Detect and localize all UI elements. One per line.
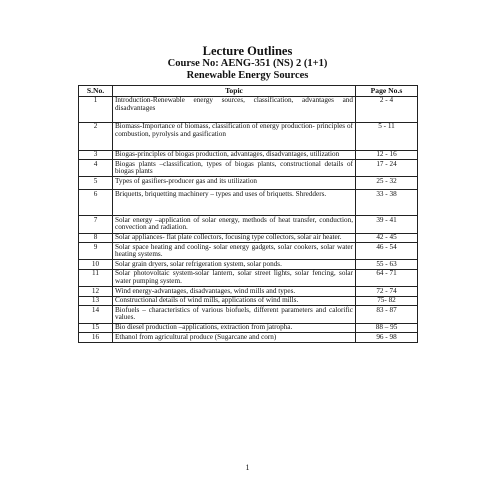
column-header-topic: Topic: [113, 86, 356, 97]
row-pages: 42 - 45: [356, 233, 418, 243]
row-sno: 15: [79, 323, 113, 333]
row-sno: 3: [79, 150, 113, 160]
page-number: 1: [245, 463, 250, 472]
row-topic: Solar photovoltaic system-solar lantern, solar street lights, solar fencing, solar water pumping system.: [113, 269, 356, 286]
row-topic: Biogas-principles of biogas production, advantages, disadvantages, utilization: [113, 150, 356, 160]
table-row: [79, 190, 418, 216]
row-sno: 16: [79, 333, 113, 343]
row-sno: 12: [79, 287, 113, 297]
row-sno: 4: [79, 160, 113, 177]
row-sno: 10: [79, 260, 113, 270]
row-pages: 96 - 98: [356, 333, 418, 343]
table-row: [79, 243, 418, 260]
column-header-pages: Page No.s: [356, 86, 418, 97]
row-topic: Solar energy –application of solar energy, methods of heat transfer, conduction, convection and radiation.: [113, 216, 356, 233]
row-sno: 8: [79, 233, 113, 243]
table-row: [79, 306, 418, 323]
row-sno: 13: [79, 296, 113, 306]
row-sno: 5: [79, 177, 113, 190]
table-header-row: [79, 86, 418, 97]
row-pages: 72 - 74: [356, 287, 418, 297]
course-subject: Renewable Energy Sources: [186, 70, 309, 81]
row-topic: Ethanol from agricultural produce (Sugarcane and corn): [113, 333, 356, 343]
document-header: [0, 44, 495, 82]
table-row: [79, 122, 418, 150]
row-topic: Solar space heating and cooling- solar energy gadgets, solar cookers, solar water heating systems.: [113, 243, 356, 260]
lecture-outline-table: [78, 85, 418, 343]
row-pages: 83 - 87: [356, 306, 418, 323]
table-row: [79, 150, 418, 160]
row-topic: Biofuels – characteristics of various biofuels, different parameters and calorific values.: [113, 306, 356, 323]
course-number: Course No: AENG-351 (NS) 2 (1+1): [167, 58, 328, 69]
row-topic: Solar appliances- flat plate collectors, focusing type collectors, solar air heater.: [113, 233, 356, 243]
table-row: [79, 323, 418, 333]
table-row: [79, 269, 418, 286]
row-sno: 2: [79, 122, 113, 150]
row-topic: Introduction-Renewable energy sources, classification, advantages and disadvantages: [113, 96, 356, 122]
row-sno: 6: [79, 190, 113, 216]
table-row: [79, 216, 418, 233]
row-topic: Briquetts, briquetting machinery – types and uses of briquetts. Shredders.: [113, 190, 356, 216]
row-pages: 46 - 54: [356, 243, 418, 260]
row-pages: 33 - 38: [356, 190, 418, 216]
table-row: [79, 96, 418, 122]
row-sno: 7: [79, 216, 113, 233]
row-topic: Constructional details of wind mills, applications of wind mills.: [113, 296, 356, 306]
row-pages: 25 - 32: [356, 177, 418, 190]
row-pages: 64 - 71: [356, 269, 418, 286]
table-row: [79, 177, 418, 190]
page-title: Lecture Outlines: [202, 44, 293, 58]
row-pages: 12 - 16: [356, 150, 418, 160]
row-topic: Biomass-Importance of biomass, classification of energy production- principles of combustion, pyrolysis and gasification: [113, 122, 356, 150]
row-topic: Biogas plants –classification, types of biogas plants, constructional details of biogas plants: [113, 160, 356, 177]
table-row: [79, 260, 418, 270]
row-sno: 9: [79, 243, 113, 260]
row-pages: 39 - 41: [356, 216, 418, 233]
row-sno: 1: [79, 96, 113, 122]
table-row: [79, 233, 418, 243]
row-pages: 55 - 63: [356, 260, 418, 270]
table-row: [79, 296, 418, 306]
row-topic: Bio diesel production –applications, extraction from jatropha.: [113, 323, 356, 333]
row-pages: 75- 82: [356, 296, 418, 306]
table-row: [79, 160, 418, 177]
table-row: [79, 333, 418, 343]
row-topic: Types of gasifiers-producer gas and its utilization: [113, 177, 356, 190]
row-pages: 17 - 24: [356, 160, 418, 177]
table-row: [79, 287, 418, 297]
row-topic: Wind energy-advantages, disadvantages, wind mills and types.: [113, 287, 356, 297]
row-pages: 88 – 95: [356, 323, 418, 333]
row-topic: Solar grain dryers, solar refrigeration system, solar ponds.: [113, 260, 356, 270]
row-pages: 2 - 4: [356, 96, 418, 122]
row-sno: 14: [79, 306, 113, 323]
column-header-sno: S.No.: [79, 86, 113, 97]
row-pages: 5 - 11: [356, 122, 418, 150]
row-sno: 11: [79, 269, 113, 286]
